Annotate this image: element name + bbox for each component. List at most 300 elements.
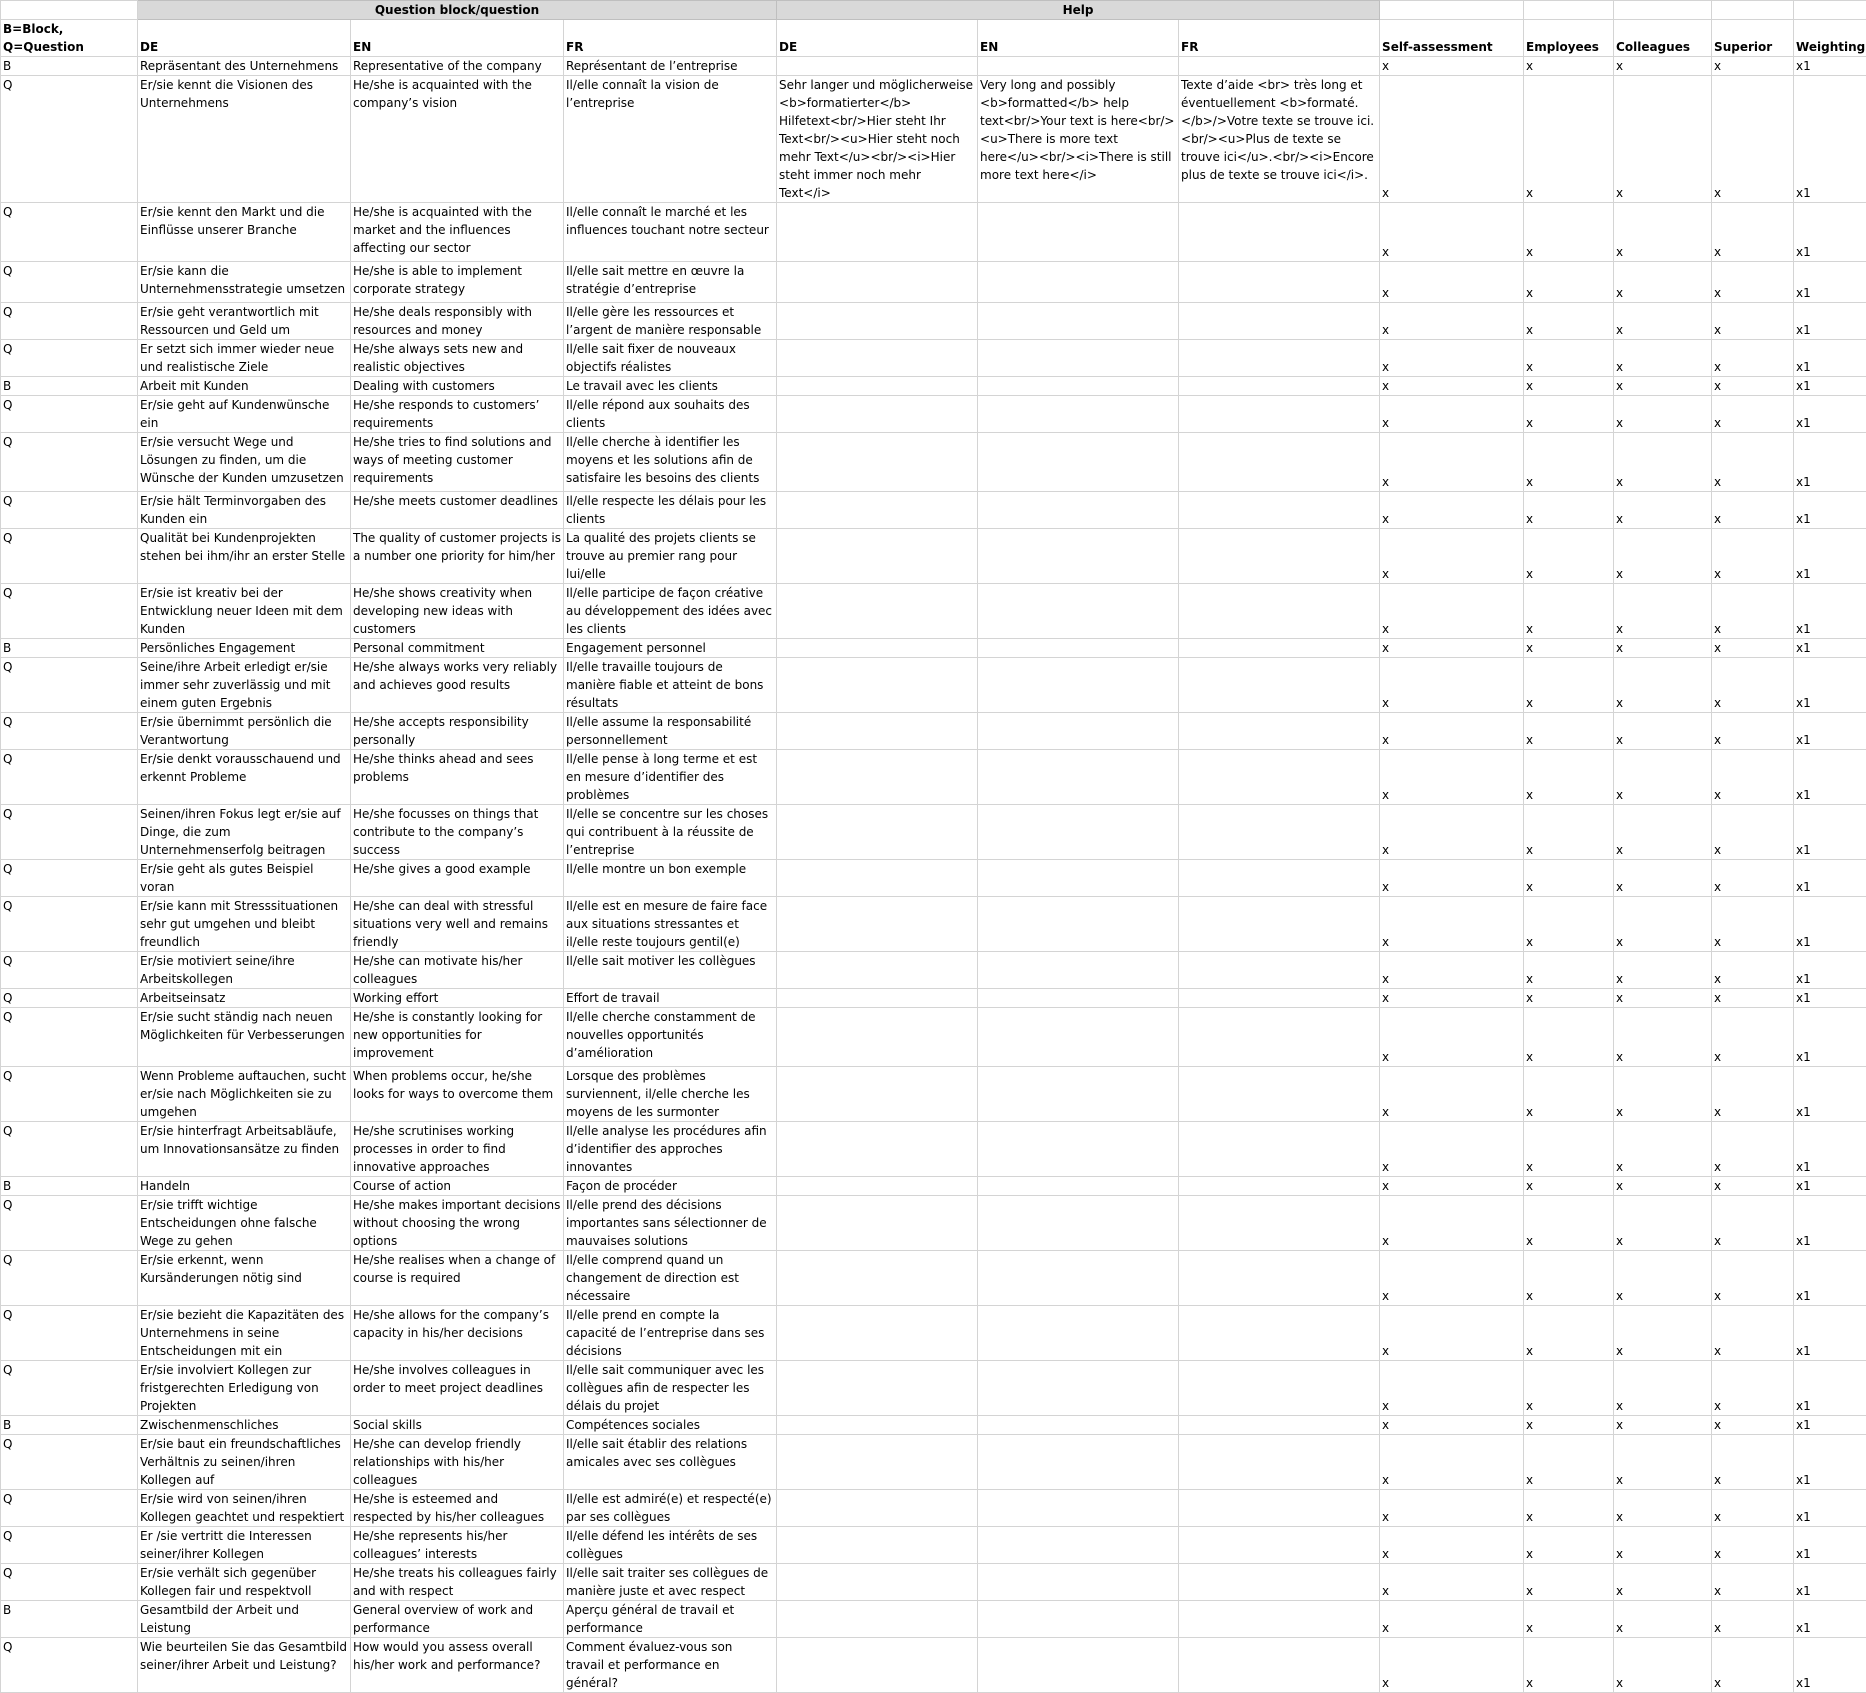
help-en-cell[interactable] [978,529,1179,584]
de-text-cell[interactable]: Er/sie wird von seinen/ihren Kollegen geachtet und respektiert [138,1490,351,1527]
row-type-cell[interactable]: B [1,1177,138,1196]
col-help-en-header[interactable]: EN [978,20,1179,57]
weighting-cell[interactable]: x1 [1794,1196,1866,1251]
de-text-cell[interactable]: Er/sie geht verantwortlich mit Ressourcen und Geld um [138,303,351,340]
employees-cell[interactable]: x [1524,203,1614,262]
self-assessment-cell[interactable]: x [1380,529,1524,584]
fr-text-cell[interactable]: Il/elle connaît le marché et les influences touchant notre secteur [564,203,777,262]
colleagues-cell[interactable]: x [1614,1122,1712,1177]
colleagues-cell[interactable]: x [1614,1564,1712,1601]
help-en-cell[interactable] [978,952,1179,989]
self-assessment-cell[interactable]: x [1380,433,1524,492]
superior-cell[interactable]: x [1712,1067,1794,1122]
help-fr-cell[interactable] [1179,492,1380,529]
colleagues-cell[interactable]: x [1614,203,1712,262]
help-fr-cell[interactable] [1179,1527,1380,1564]
colleagues-cell[interactable]: x [1614,1251,1712,1306]
colleagues-cell[interactable]: x [1614,1638,1712,1693]
en-text-cell[interactable]: Working effort [351,989,564,1008]
row-type-cell[interactable]: Q [1,897,138,952]
en-text-cell[interactable]: Representative of the company [351,57,564,76]
help-de-cell[interactable] [777,203,978,262]
help-fr-cell[interactable] [1179,1361,1380,1416]
help-de-cell[interactable] [777,952,978,989]
employees-cell[interactable]: x [1524,1527,1614,1564]
row-type-cell[interactable]: Q [1,1196,138,1251]
help-de-cell[interactable] [777,1416,978,1435]
self-assessment-cell[interactable]: x [1380,396,1524,433]
help-de-cell[interactable] [777,750,978,805]
help-fr-cell[interactable] [1179,1638,1380,1693]
help-en-cell[interactable] [978,989,1179,1008]
help-en-cell[interactable] [978,1008,1179,1067]
weighting-cell[interactable]: x1 [1794,1527,1866,1564]
help-fr-cell[interactable] [1179,1251,1380,1306]
employees-cell[interactable]: x [1524,1196,1614,1251]
fr-text-cell[interactable]: Lorsque des problèmes surviennent, il/elle cherche les moyens de les surmonter [564,1067,777,1122]
fr-text-cell[interactable]: Il/elle sait établir des relations amicales avec ses collègues [564,1435,777,1490]
en-text-cell[interactable]: He/she accepts responsibility personally [351,713,564,750]
help-en-cell[interactable] [978,203,1179,262]
en-text-cell[interactable]: He/she is esteemed and respected by his/her colleagues [351,1490,564,1527]
corner-cell[interactable] [1,1,138,20]
superior-cell[interactable]: x [1712,1306,1794,1361]
employees-cell[interactable]: x [1524,1435,1614,1490]
self-assessment-cell[interactable]: x [1380,76,1524,203]
weighting-cell[interactable]: x1 [1794,805,1866,860]
weighting-cell[interactable]: x1 [1794,303,1866,340]
row-type-cell[interactable]: B [1,639,138,658]
col-weighting-header[interactable]: Weighting [1794,20,1866,57]
employees-cell[interactable]: x [1524,492,1614,529]
help-fr-cell[interactable] [1179,639,1380,658]
fr-text-cell[interactable]: Comment évaluez-vous son travail et performance en général? [564,1638,777,1693]
fr-text-cell[interactable]: Aperçu général de travail et performance [564,1601,777,1638]
de-text-cell[interactable]: Seine/ihre Arbeit erledigt er/sie immer sehr zuverlässig und mit einem guten Ergebnis [138,658,351,713]
row-type-cell[interactable]: Q [1,1638,138,1693]
weighting-cell[interactable]: x1 [1794,1177,1866,1196]
help-de-cell[interactable] [777,396,978,433]
help-fr-cell[interactable] [1179,1306,1380,1361]
de-text-cell[interactable]: Er/sie motiviert seine/ihre Arbeitskollegen [138,952,351,989]
weighting-cell[interactable]: x1 [1794,340,1866,377]
self-assessment-cell[interactable]: x [1380,203,1524,262]
de-text-cell[interactable]: Er/sie kann mit Stresssituationen sehr gut umgehen und bleibt freundlich [138,897,351,952]
superior-cell[interactable]: x [1712,57,1794,76]
superior-cell[interactable]: x [1712,989,1794,1008]
de-text-cell[interactable]: Handeln [138,1177,351,1196]
de-text-cell[interactable]: Er/sie kann die Unternehmensstrategie umsetzen [138,262,351,303]
help-fr-cell[interactable] [1179,952,1380,989]
superior-cell[interactable]: x [1712,1251,1794,1306]
colleagues-cell[interactable]: x [1614,1490,1712,1527]
weighting-cell[interactable]: x1 [1794,713,1866,750]
help-de-cell[interactable] [777,897,978,952]
weighting-cell[interactable]: x1 [1794,1416,1866,1435]
fr-text-cell[interactable]: Il/elle cherche constamment de nouvelles opportunités d’amélioration [564,1008,777,1067]
en-text-cell[interactable]: Personal commitment [351,639,564,658]
weighting-cell[interactable]: x1 [1794,396,1866,433]
help-de-cell[interactable] [777,1564,978,1601]
de-text-cell[interactable]: Er/sie übernimmt persönlich die Verantwortung [138,713,351,750]
colleagues-cell[interactable]: x [1614,658,1712,713]
superior-cell[interactable]: x [1712,1122,1794,1177]
help-en-cell[interactable] [978,750,1179,805]
col-help-de-header[interactable]: DE [777,20,978,57]
en-text-cell[interactable]: He/she treats his colleagues fairly and with respect [351,1564,564,1601]
help-fr-cell[interactable] [1179,377,1380,396]
weighting-cell[interactable]: x1 [1794,1306,1866,1361]
row-type-cell[interactable]: Q [1,750,138,805]
en-text-cell[interactable]: He/she is able to implement corporate strategy [351,262,564,303]
col-help-fr-header[interactable]: FR [1179,20,1380,57]
employees-cell[interactable]: x [1524,952,1614,989]
colleagues-cell[interactable]: x [1614,1306,1712,1361]
weighting-cell[interactable]: x1 [1794,1435,1866,1490]
de-text-cell[interactable]: Er/sie hält Terminvorgaben des Kunden ein [138,492,351,529]
help-fr-cell[interactable] [1179,529,1380,584]
colleagues-cell[interactable]: x [1614,377,1712,396]
colleagues-cell[interactable]: x [1614,750,1712,805]
en-text-cell[interactable]: He/she realises when a change of course is required [351,1251,564,1306]
fr-text-cell[interactable]: Il/elle sait traiter ses collègues de manière juste et avec respect [564,1564,777,1601]
superior-cell[interactable]: x [1712,76,1794,203]
row-type-cell[interactable]: Q [1,1122,138,1177]
col-employees-header[interactable]: Employees [1524,20,1614,57]
question-block-header[interactable]: Question block/question [138,1,777,20]
help-en-cell[interactable] [978,713,1179,750]
self-assessment-cell[interactable]: x [1380,1196,1524,1251]
row-type-cell[interactable]: Q [1,433,138,492]
colleagues-cell[interactable]: x [1614,1416,1712,1435]
help-en-cell[interactable] [978,396,1179,433]
help-de-cell[interactable] [777,1177,978,1196]
help-de-cell[interactable] [777,1008,978,1067]
weighting-cell[interactable]: x1 [1794,203,1866,262]
fr-text-cell[interactable]: Il/elle se concentre sur les choses qui contribuent à la réussite de l’entreprise [564,805,777,860]
weighting-cell[interactable]: x1 [1794,952,1866,989]
help-fr-cell[interactable] [1179,262,1380,303]
help-fr-cell[interactable] [1179,1008,1380,1067]
de-text-cell[interactable]: Er /sie vertritt die Interessen seiner/ihrer Kollegen [138,1527,351,1564]
row-type-cell[interactable]: Q [1,1527,138,1564]
self-assessment-cell[interactable]: x [1380,1490,1524,1527]
weighting-cell[interactable]: x1 [1794,57,1866,76]
self-assessment-cell[interactable]: x [1380,713,1524,750]
col-self-assessment-header[interactable]: Self-assessment [1380,20,1524,57]
colleagues-cell[interactable]: x [1614,805,1712,860]
superior-cell[interactable]: x [1712,340,1794,377]
colleagues-cell[interactable]: x [1614,433,1712,492]
self-assessment-cell[interactable]: x [1380,1177,1524,1196]
superior-cell[interactable]: x [1712,433,1794,492]
self-assessment-cell[interactable]: x [1380,1601,1524,1638]
row-type-cell[interactable]: Q [1,1564,138,1601]
help-en-cell[interactable] [978,303,1179,340]
en-text-cell[interactable]: The quality of customer projects is a number one priority for him/her [351,529,564,584]
row-type-cell[interactable]: Q [1,203,138,262]
de-text-cell[interactable]: Er/sie geht auf Kundenwünsche ein [138,396,351,433]
row-type-cell[interactable]: Q [1,1251,138,1306]
weighting-cell[interactable]: x1 [1794,433,1866,492]
weighting-cell[interactable]: x1 [1794,377,1866,396]
help-en-cell[interactable] [978,805,1179,860]
colleagues-cell[interactable]: x [1614,639,1712,658]
weighting-cell[interactable]: x1 [1794,1122,1866,1177]
fr-text-cell[interactable]: Il/elle est en mesure de faire face aux situations stressantes et il/elle reste toujours gentil(e) [564,897,777,952]
en-text-cell[interactable]: Course of action [351,1177,564,1196]
employees-cell[interactable]: x [1524,262,1614,303]
en-text-cell[interactable]: He/she represents his/her colleagues’ interests [351,1527,564,1564]
help-de-cell[interactable] [777,303,978,340]
de-text-cell[interactable]: Er/sie geht als gutes Beispiel voran [138,860,351,897]
employees-cell[interactable]: x [1524,1601,1614,1638]
help-en-cell[interactable] [978,1067,1179,1122]
employees-cell[interactable]: x [1524,1122,1614,1177]
colleagues-cell[interactable]: x [1614,1361,1712,1416]
weighting-cell[interactable]: x1 [1794,897,1866,952]
help-fr-cell[interactable] [1179,1122,1380,1177]
employees-cell[interactable]: x [1524,713,1614,750]
row-type-cell[interactable]: B [1,377,138,396]
help-de-cell[interactable] [777,1601,978,1638]
employees-cell[interactable]: x [1524,1416,1614,1435]
help-de-cell[interactable] [777,1361,978,1416]
weighting-cell[interactable]: x1 [1794,1251,1866,1306]
fr-text-cell[interactable]: Le travail avec les clients [564,377,777,396]
en-text-cell[interactable]: When problems occur, he/she looks for ways to overcome them [351,1067,564,1122]
help-de-cell[interactable] [777,1306,978,1361]
fr-text-cell[interactable]: Il/elle participe de façon créative au développement des idées avec les clients [564,584,777,639]
weighting-cell[interactable]: x1 [1794,639,1866,658]
superior-cell[interactable]: x [1712,639,1794,658]
de-text-cell[interactable]: Er/sie erkennt, wenn Kursänderungen nötig sind [138,1251,351,1306]
help-fr-cell[interactable] [1179,658,1380,713]
help-de-cell[interactable] [777,529,978,584]
de-text-cell[interactable]: Arbeitseinsatz [138,989,351,1008]
en-text-cell[interactable]: He/she allows for the company’s capacity in his/her decisions [351,1306,564,1361]
en-text-cell[interactable]: He/she gives a good example [351,860,564,897]
help-de-cell[interactable]: Sehr langer und möglicherweise <b>formatierter</b> Hilfetext<br/>Hier steht Ihr Text<br/><u>Hier steht noch mehr Text</u><br/><i>Hier steht immer noch mehr Text</i> [777,76,978,203]
help-de-cell[interactable] [777,1067,978,1122]
fr-text-cell[interactable]: Façon de procéder [564,1177,777,1196]
help-de-cell[interactable] [777,713,978,750]
self-assessment-cell[interactable]: x [1380,989,1524,1008]
colleagues-cell[interactable]: x [1614,584,1712,639]
row-type-cell[interactable]: Q [1,1435,138,1490]
self-assessment-cell[interactable]: x [1380,1306,1524,1361]
help-en-cell[interactable] [978,1196,1179,1251]
weighting-cell[interactable]: x1 [1794,1564,1866,1601]
help-en-cell[interactable] [978,639,1179,658]
employees-cell[interactable]: x [1524,340,1614,377]
self-assessment-cell[interactable]: x [1380,1251,1524,1306]
help-fr-cell[interactable] [1179,1416,1380,1435]
self-assessment-cell[interactable]: x [1380,584,1524,639]
de-text-cell[interactable]: Er/sie bezieht die Kapazitäten des Unternehmens in seine Entscheidungen mit ein [138,1306,351,1361]
weighting-cell[interactable]: x1 [1794,1601,1866,1638]
colleagues-cell[interactable]: x [1614,57,1712,76]
de-text-cell[interactable]: Er/sie kennt den Markt und die Einflüsse unserer Branche [138,203,351,262]
weighting-cell[interactable]: x1 [1794,860,1866,897]
en-text-cell[interactable]: He/she always sets new and realistic objectives [351,340,564,377]
superior-cell[interactable]: x [1712,492,1794,529]
employees-cell[interactable]: x [1524,529,1614,584]
colleagues-cell[interactable]: x [1614,1601,1712,1638]
de-text-cell[interactable]: Persönliches Engagement [138,639,351,658]
help-fr-cell[interactable]: Texte d’aide <br> très long et éventuellement <b>formaté.</b>/>Votre texte se trouve ici.<br/><u>Plus de texte se trouve ici</u>.<br/><i>Encore plus de texte se trouve ici</i>. [1179,76,1380,203]
employees-cell[interactable]: x [1524,433,1614,492]
help-en-cell[interactable] [978,1638,1179,1693]
fr-text-cell[interactable]: Il/elle connaît la vision de l’entreprise [564,76,777,203]
superior-cell[interactable]: x [1712,658,1794,713]
de-text-cell[interactable]: Zwischenmenschliches [138,1416,351,1435]
fr-text-cell[interactable]: Représentant de l’entreprise [564,57,777,76]
help-en-cell[interactable] [978,1601,1179,1638]
weighting-cell[interactable]: x1 [1794,1490,1866,1527]
row-type-cell[interactable]: Q [1,1306,138,1361]
employees-cell[interactable]: x [1524,1490,1614,1527]
superior-cell[interactable]: x [1712,1008,1794,1067]
help-en-cell[interactable] [978,897,1179,952]
row-type-cell[interactable]: B [1,57,138,76]
weighting-cell[interactable]: x1 [1794,262,1866,303]
employees-cell[interactable]: x [1524,1008,1614,1067]
row-type-cell[interactable]: Q [1,805,138,860]
help-de-cell[interactable] [777,1527,978,1564]
help-fr-cell[interactable] [1179,1601,1380,1638]
self-assessment-cell[interactable]: x [1380,1361,1524,1416]
superior-cell[interactable]: x [1712,952,1794,989]
en-text-cell[interactable]: He/she is constantly looking for new opportunities for improvement [351,1008,564,1067]
weighting-cell[interactable]: x1 [1794,1067,1866,1122]
superior-cell[interactable]: x [1712,1435,1794,1490]
self-assessment-cell[interactable]: x [1380,262,1524,303]
fr-text-cell[interactable]: Il/elle sait mettre en œuvre la stratégie d’entreprise [564,262,777,303]
fr-text-cell[interactable]: Il/elle comprend quand un changement de direction est nécessaire [564,1251,777,1306]
superior-cell[interactable]: x [1712,713,1794,750]
row-type-cell[interactable]: Q [1,658,138,713]
colleagues-cell[interactable]: x [1614,529,1712,584]
help-de-cell[interactable] [777,1638,978,1693]
help-fr-cell[interactable] [1179,203,1380,262]
colleagues-cell[interactable]: x [1614,860,1712,897]
self-assessment-cell[interactable]: x [1380,57,1524,76]
help-en-cell[interactable] [978,584,1179,639]
en-text-cell[interactable]: He/she can deal with stressful situations very well and remains friendly [351,897,564,952]
colleagues-cell[interactable]: x [1614,1177,1712,1196]
help-en-cell[interactable] [978,262,1179,303]
help-fr-cell[interactable] [1179,340,1380,377]
row-type-cell[interactable]: Q [1,860,138,897]
de-text-cell[interactable]: Wie beurteilen Sie das Gesamtbild seiner/ihrer Arbeit und Leistung? [138,1638,351,1693]
self-assessment-cell[interactable]: x [1380,377,1524,396]
colleagues-cell[interactable]: x [1614,989,1712,1008]
help-en-cell[interactable] [978,1564,1179,1601]
superior-cell[interactable]: x [1712,262,1794,303]
self-assessment-cell[interactable]: x [1380,658,1524,713]
weighting-cell[interactable]: x1 [1794,492,1866,529]
colleagues-cell[interactable]: x [1614,1196,1712,1251]
help-en-cell[interactable] [978,1306,1179,1361]
col-fr-header[interactable]: FR [564,20,777,57]
help-de-cell[interactable] [777,492,978,529]
help-de-cell[interactable] [777,658,978,713]
employees-cell[interactable]: x [1524,57,1614,76]
help-en-cell[interactable] [978,1527,1179,1564]
help-en-cell[interactable] [978,433,1179,492]
superior-cell[interactable]: x [1712,805,1794,860]
fr-text-cell[interactable]: Il/elle sait communiquer avec les collègues afin de respecter les délais du projet [564,1361,777,1416]
row-type-cell[interactable]: B [1,1601,138,1638]
fr-text-cell[interactable]: Il/elle sait fixer de nouveaux objectifs réalistes [564,340,777,377]
fr-text-cell[interactable]: Il/elle analyse les procédures afin d’identifier des approches innovantes [564,1122,777,1177]
de-text-cell[interactable]: Er/sie trifft wichtige Entscheidungen ohne falsche Wege zu gehen [138,1196,351,1251]
help-de-cell[interactable] [777,1196,978,1251]
col-en-header[interactable]: EN [351,20,564,57]
help-en-cell[interactable] [978,492,1179,529]
en-text-cell[interactable]: General overview of work and performance [351,1601,564,1638]
weighting-cell[interactable]: x1 [1794,529,1866,584]
de-text-cell[interactable]: Er/sie kennt die Visionen des Unternehmens [138,76,351,203]
help-de-cell[interactable] [777,1251,978,1306]
de-text-cell[interactable]: Er/sie hinterfragt Arbeitsabläufe, um Innovationsansätze zu finden [138,1122,351,1177]
weighting-cell[interactable]: x1 [1794,1008,1866,1067]
superior-cell[interactable]: x [1712,897,1794,952]
help-fr-cell[interactable] [1179,1435,1380,1490]
employees-cell[interactable]: x [1524,377,1614,396]
en-text-cell[interactable]: He/she meets customer deadlines [351,492,564,529]
employees-cell[interactable]: x [1524,1067,1614,1122]
col-type-header[interactable]: B=Block, Q=Question [1,20,138,57]
colleagues-cell[interactable]: x [1614,897,1712,952]
help-en-cell[interactable] [978,1122,1179,1177]
fr-text-cell[interactable]: Il/elle sait motiver les collègues [564,952,777,989]
en-text-cell[interactable]: Social skills [351,1416,564,1435]
help-en-cell[interactable] [978,340,1179,377]
employees-cell[interactable]: x [1524,897,1614,952]
en-text-cell[interactable]: He/she is acquainted with the market and the influences affecting our sector [351,203,564,262]
superior-cell[interactable]: x [1712,860,1794,897]
row-type-cell[interactable]: Q [1,529,138,584]
fr-text-cell[interactable]: Il/elle assume la responsabilité personnellement [564,713,777,750]
self-assessment-cell[interactable]: x [1380,492,1524,529]
de-text-cell[interactable]: Er setzt sich immer wieder neue und realistische Ziele [138,340,351,377]
fr-text-cell[interactable]: Il/elle gère les ressources et l’argent de manière responsable [564,303,777,340]
fr-text-cell[interactable]: Il/elle répond aux souhaits des clients [564,396,777,433]
en-text-cell[interactable]: He/she involves colleagues in order to meet project deadlines [351,1361,564,1416]
superior-cell[interactable]: x [1712,1601,1794,1638]
help-fr-cell[interactable] [1179,860,1380,897]
self-assessment-cell[interactable]: x [1380,303,1524,340]
superior-cell[interactable]: x [1712,203,1794,262]
en-text-cell[interactable]: He/she focusses on things that contribute to the company’s success [351,805,564,860]
de-text-cell[interactable]: Qualität bei Kundenprojekten stehen bei ihm/ihr an erster Stelle [138,529,351,584]
row-type-cell[interactable]: Q [1,492,138,529]
superior-cell[interactable]: x [1712,1527,1794,1564]
help-en-cell[interactable] [978,1490,1179,1527]
colleagues-cell[interactable]: x [1614,952,1712,989]
row-type-cell[interactable]: Q [1,396,138,433]
en-text-cell[interactable]: He/she scrutinises working processes in order to find innovative approaches [351,1122,564,1177]
help-fr-cell[interactable] [1179,1067,1380,1122]
fr-text-cell[interactable]: Engagement personnel [564,639,777,658]
help-fr-cell[interactable] [1179,396,1380,433]
superior-cell[interactable]: x [1712,529,1794,584]
row-type-cell[interactable]: B [1,1416,138,1435]
employees-cell[interactable]: x [1524,303,1614,340]
self-assessment-cell[interactable]: x [1380,1527,1524,1564]
